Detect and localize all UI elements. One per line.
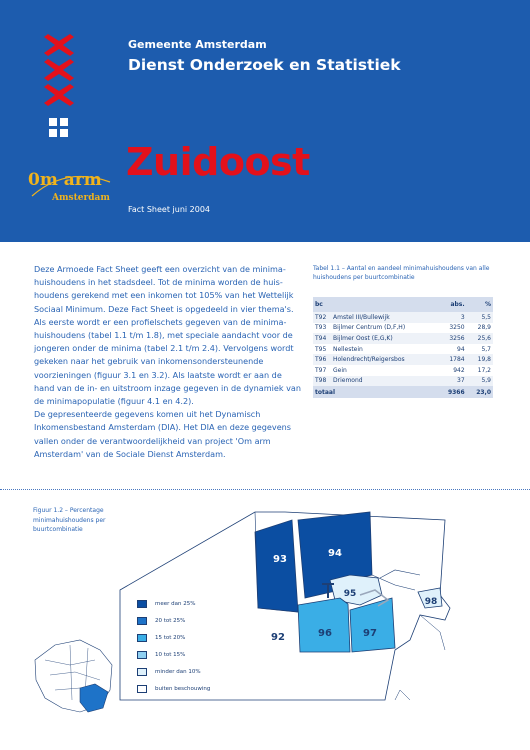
- legend-item: [137, 634, 257, 644]
- label-96: 96: [318, 628, 332, 639]
- region-93: [255, 520, 298, 612]
- region-96: [298, 598, 350, 652]
- table-row: [313, 354, 493, 365]
- organization-name: Gemeente Amsterdam: [128, 38, 267, 51]
- row-name: Gein: [333, 366, 347, 374]
- grid-squares-icon: [47, 118, 71, 140]
- row-name: Amstel III/Bullewijk: [333, 313, 390, 321]
- table-row: [313, 333, 493, 344]
- row-name: Driemond: [333, 377, 363, 385]
- legend-label: 15 tot 20%: [155, 635, 186, 641]
- inset-city-map: [35, 640, 112, 712]
- row-code: T92: [315, 313, 327, 321]
- row-name: Holendrecht/Reigersbos: [333, 356, 405, 364]
- label-97: 97: [363, 628, 377, 639]
- amsterdam-crosses-logo: [44, 34, 74, 109]
- total-pct: 23,0: [476, 388, 491, 396]
- label-95: 95: [343, 589, 357, 599]
- legend-label: meer dan 25%: [155, 601, 196, 607]
- row-abs: 3256: [449, 334, 465, 342]
- row-pct: 5,5: [481, 313, 491, 321]
- row-pct: 25,6: [477, 334, 491, 342]
- legend-swatch: [137, 634, 147, 642]
- legend-swatch: [137, 617, 147, 625]
- legend-item: [137, 651, 257, 661]
- row-pct: 17,2: [477, 366, 491, 374]
- row-pct: 5,7: [481, 345, 491, 353]
- map-canal: [395, 690, 410, 700]
- table-row: [313, 376, 493, 387]
- label-93: 93: [273, 554, 287, 565]
- label-92: 92: [271, 632, 285, 643]
- table-caption: Tabel 1.1 – Aantal en aandeel minimahuishoudens van alle huishoudens per buurtcombinatie: [313, 265, 490, 281]
- row-name: Bijlmer Oost (E,G,K): [333, 334, 393, 342]
- row-abs: 37: [457, 377, 465, 385]
- row-abs: 94: [457, 345, 465, 353]
- intro-paragraph-2: De gepresenteerde gegevens komen uit het Dynamisch Inkomensbestand Amsterdam (DIA). Het DIA en deze gegevens vallen onder de verantwoordelijkheid van project 'Om arm Amsterdam' van de Sociale Dienst Amsterdam.: [34, 409, 292, 459]
- label-94: 94: [328, 548, 342, 559]
- table-header-row: [313, 297, 493, 312]
- legend-label: minder dan 10%: [155, 669, 201, 675]
- header-abs: abs.: [450, 301, 465, 308]
- district-map: [0, 492, 530, 750]
- header-pct: %: [484, 301, 491, 308]
- table-row: [313, 344, 493, 355]
- total-label: totaal: [315, 388, 336, 396]
- legend-label: 10 tot 15%: [155, 652, 186, 658]
- row-pct: 28,9: [477, 324, 491, 332]
- table-row: [313, 365, 493, 376]
- row-code: T93: [315, 324, 327, 332]
- intro-paragraph-1: Deze Armoede Fact Sheet geeft een overzicht van de minima-huishoudens in het stadsdeel. Tot de minima worden de huis-houdens gerekend met een inkomen tot 105% van het Wettelijk Sociaal Minimum. Deze Fact Sheet is opgedeeld in vier thema's. Als eerste wordt er een profielschets gegeven van de minima-huishoudens (tabel 1.1 t/m 1.8), met speciale aandacht voor de jongeren onder de minima (tabel 2.1 t/m 2.4). Vervolgens wordt gekeken naar het gebruik van inkomensondersteunende voorzieningen (figuur 3.1 en 3.2). Als laatste wordt er aan de hand van de in- en uitstroom inzage gegeven in de dynamiek van de minimapopulatie (figuur 4.1 en 4.2).: [34, 264, 301, 407]
- legend-label: buiten beschouwing: [155, 686, 211, 692]
- row-pct: 5,9: [481, 377, 491, 385]
- row-code: T98: [315, 377, 327, 385]
- row-pct: 19,8: [477, 356, 491, 364]
- department-name: Dienst Onderzoek en Statistiek: [128, 56, 401, 74]
- legend-swatch: [137, 651, 147, 659]
- legend-item: [137, 600, 257, 610]
- page-subtitle: Fact Sheet juni 2004: [128, 205, 211, 214]
- row-name: Bijlmer Centrum (D,F,H): [333, 324, 406, 332]
- legend-swatch: [137, 668, 147, 676]
- row-abs: 1784: [449, 356, 465, 364]
- row-abs: 3: [460, 313, 465, 321]
- legend-item: [137, 617, 257, 627]
- om-arm-logo-text: 0m arm: [28, 170, 102, 190]
- row-code: T97: [315, 366, 327, 374]
- legend-item: [137, 685, 257, 695]
- legend-swatch: [137, 685, 147, 693]
- table-total-row: [313, 386, 493, 398]
- row-name: Nellestein: [333, 345, 363, 353]
- intro-text: [34, 263, 302, 461]
- table-row: [313, 323, 493, 334]
- map-canal: [420, 615, 445, 650]
- row-code: T96: [315, 356, 327, 364]
- om-arm-logo-subtext: Amsterdam: [52, 193, 110, 203]
- row-abs: 3250: [449, 324, 465, 332]
- total-abs: 9366: [447, 388, 465, 396]
- label-98: 98: [424, 597, 438, 607]
- table-row: [313, 312, 493, 323]
- row-abs: 942: [453, 366, 465, 374]
- legend-label: 20 tot 25%: [155, 618, 186, 624]
- header-bc: bc: [315, 301, 323, 308]
- row-code: T94: [315, 334, 327, 342]
- legend-swatch: [137, 600, 147, 608]
- legend-item: [137, 668, 257, 678]
- page-title: Zuidoost: [126, 140, 310, 184]
- row-code: T95: [315, 345, 327, 353]
- minima-table: [313, 297, 493, 398]
- section-divider: [0, 489, 530, 490]
- figure-caption: Figuur 1.2 – Percentage minimahuishoudens per buurtcombinatie: [33, 507, 106, 533]
